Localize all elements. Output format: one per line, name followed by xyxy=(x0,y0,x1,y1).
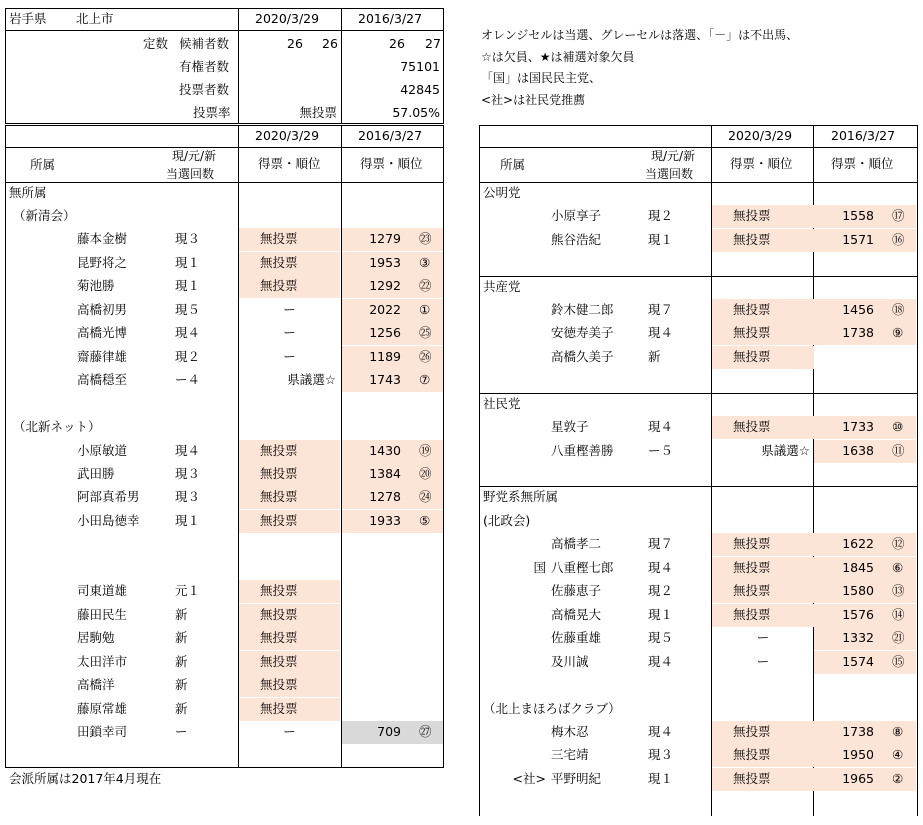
rule xyxy=(5,8,444,9)
term-count: ー xyxy=(175,724,188,739)
result-2020: 県議選☆ xyxy=(761,443,810,458)
votes-2016: 1965 xyxy=(842,771,874,786)
rule xyxy=(443,125,444,768)
votes-2016: 1278 xyxy=(369,489,401,504)
candidates-2016: 27 xyxy=(425,36,441,51)
col-affiliation: 所属 xyxy=(500,157,526,172)
term-count: 現１ xyxy=(175,513,201,528)
term-count: 新 xyxy=(175,677,188,692)
votes-2016: 1638 xyxy=(842,443,874,458)
candidate-name: 小田島徳幸 xyxy=(77,513,140,528)
rank-2016: ⑱ xyxy=(892,302,905,317)
candidate-name: 高橋久美子 xyxy=(551,349,614,364)
result-2020: 無投票 xyxy=(733,325,771,340)
rule xyxy=(5,125,444,126)
voters-2016: 75101 xyxy=(400,59,440,74)
candidate-name: 阿部真希男 xyxy=(77,489,140,504)
term-count: 現１ xyxy=(175,278,201,293)
result-2020: 無投票 xyxy=(733,232,771,247)
result-2020: 無投票 xyxy=(260,654,298,669)
header-date-2020: 2020/3/29 xyxy=(255,11,320,26)
rank-2016: ⑲ xyxy=(419,443,432,458)
rank-2016: ㉖ xyxy=(419,349,432,364)
party-prefix: <社> xyxy=(512,771,546,786)
candidate-name: 高橋穏至 xyxy=(77,372,128,387)
candidate-name: 高橋晃大 xyxy=(551,607,602,622)
rank-2016: ⑨ xyxy=(892,325,904,340)
candidate-name: 太田洋市 xyxy=(77,654,128,669)
term-count: 現３ xyxy=(175,231,201,246)
votes-2016: 1622 xyxy=(842,536,874,551)
candidate-name: 熊谷浩紀 xyxy=(551,232,602,247)
result-2020: 無投票 xyxy=(733,607,771,622)
result-2020: 無投票 xyxy=(733,536,771,551)
col-term-line1: 現/元/新 xyxy=(172,149,217,163)
candidate-name: 安徳寿美子 xyxy=(551,325,614,340)
result-2020: 無投票 xyxy=(260,630,298,645)
result-2020: 無投票 xyxy=(733,583,771,598)
result-2020: ー xyxy=(756,630,770,645)
candidates-label: 候補者数 xyxy=(179,36,230,51)
result-2020: ー xyxy=(283,302,296,317)
term-count: 現７ xyxy=(648,302,674,317)
votes-2016: 1576 xyxy=(842,607,874,622)
result-2020: 無投票 xyxy=(260,489,298,504)
rule xyxy=(5,147,444,148)
votes-2016: 1558 xyxy=(842,208,874,223)
candidate-name: 藤本金樹 xyxy=(77,231,128,246)
result-2020: 県議選☆ xyxy=(287,372,336,387)
term-count: ー５ xyxy=(648,443,674,458)
rule xyxy=(5,767,444,768)
rule xyxy=(443,8,444,124)
rank-2016: ㉒ xyxy=(419,278,432,293)
term-count: 新 xyxy=(175,630,188,645)
result-2020: ー xyxy=(283,724,296,739)
group-label: 公明党 xyxy=(483,185,521,200)
turnout-count-label: 投票者数 xyxy=(179,82,230,97)
voters-label: 有権者数 xyxy=(179,59,230,74)
turnout-rate-2016: 57.05% xyxy=(392,105,440,120)
candidate-name: 齋藤律雄 xyxy=(77,349,128,364)
rank-2016: ⑰ xyxy=(892,208,905,223)
result-2020: 無投票 xyxy=(260,466,298,481)
candidate-name: 三宅靖 xyxy=(551,747,589,762)
rule xyxy=(479,125,918,126)
header-date-2016: 2016/3/27 xyxy=(358,11,423,26)
note-line: オレンジセルは当選、グレーセルは落選、「－」は不出馬、 xyxy=(481,28,799,42)
subgroup-label: （北上まほろばクラブ） xyxy=(483,701,621,716)
result-2020: 無投票 xyxy=(733,771,771,786)
votes-2016: 1733 xyxy=(842,419,874,434)
candidate-name: 司東道雄 xyxy=(77,583,128,598)
votes-2016: 1571 xyxy=(842,232,874,247)
rank-2016: ⑫ xyxy=(892,536,905,551)
candidate-name: 藤田民生 xyxy=(77,607,128,622)
candidate-name: 小原敏道 xyxy=(77,443,128,458)
candidate-name: 田鎖幸司 xyxy=(77,724,128,739)
turnout-rate-2020: 無投票 xyxy=(299,105,337,120)
votes-2016: 1933 xyxy=(369,513,401,528)
result-2020: ー xyxy=(283,349,296,364)
city-label: 北上市 xyxy=(76,11,114,26)
candidate-name: 居駒勉 xyxy=(77,630,115,645)
term-count: 現１ xyxy=(648,607,674,622)
term-count: 現２ xyxy=(648,583,674,598)
rank-2016: ㉑ xyxy=(892,630,905,645)
rank-2016: ㉔ xyxy=(419,489,432,504)
rank-2016: ① xyxy=(419,302,431,317)
candidate-name: 武田勝 xyxy=(77,466,115,481)
rank-2016: ⑮ xyxy=(892,654,905,669)
votes-2016: 1574 xyxy=(842,654,874,669)
term-count: 現４ xyxy=(648,560,674,575)
candidate-name: 高橋孝二 xyxy=(551,536,602,551)
result-2020: 無投票 xyxy=(260,231,298,246)
term-count: ー４ xyxy=(175,372,201,387)
note-line: <社>は社民党推薦 xyxy=(481,93,586,107)
rank-2016: ⑧ xyxy=(892,724,904,739)
rule xyxy=(479,486,918,487)
term-count: 現１ xyxy=(648,232,674,247)
rank-2016: ⑬ xyxy=(892,583,905,598)
rank-2016: ⑪ xyxy=(892,443,905,458)
result-2020: 無投票 xyxy=(733,349,771,364)
term-count: 現４ xyxy=(175,325,201,340)
candidate-name: 星敦子 xyxy=(551,419,589,434)
term-count: 現３ xyxy=(175,466,201,481)
term-count: 現４ xyxy=(648,419,674,434)
seats-label: 定数 xyxy=(143,36,169,51)
col-term-line2: 当選回数 xyxy=(166,167,215,181)
result-2020: ー xyxy=(283,325,296,340)
group-label: 共産党 xyxy=(483,279,521,294)
rule xyxy=(5,8,6,124)
rule xyxy=(479,125,480,816)
votes-2016: 1384 xyxy=(369,466,401,481)
votes-2016: 1430 xyxy=(369,443,401,458)
term-count: 新 xyxy=(175,701,188,716)
result-2020: 無投票 xyxy=(260,443,298,458)
prefecture-label: 岩手県 xyxy=(9,11,47,26)
col-term-line2: 当選回数 xyxy=(645,167,694,181)
votes-2016: 1580 xyxy=(842,583,874,598)
votes-2016: 1292 xyxy=(369,278,401,293)
result-2020: 無投票 xyxy=(733,724,771,739)
rank-2016: ② xyxy=(892,771,904,786)
candidate-name: 八重樫善勝 xyxy=(551,443,614,458)
col-date-2016: 2016/3/27 xyxy=(831,128,896,143)
votes-2016: 709 xyxy=(377,724,401,739)
rank-2016: ④ xyxy=(892,747,904,762)
result-2020: 無投票 xyxy=(260,607,298,622)
votes-2016: 2022 xyxy=(369,302,401,317)
votes-2016: 1256 xyxy=(369,325,401,340)
votes-2016: 1279 xyxy=(369,231,401,246)
subgroup-label: （新清会） xyxy=(13,208,76,223)
col-term-line1: 現/元/新 xyxy=(651,149,696,163)
votes-2016: 1953 xyxy=(369,255,401,270)
rank-2016: ㉕ xyxy=(419,325,432,340)
result-2020: 無投票 xyxy=(260,701,298,716)
result-2020: 無投票 xyxy=(260,255,298,270)
term-count: 現１ xyxy=(648,771,674,786)
rule xyxy=(479,147,918,148)
candidate-name: 高橋光博 xyxy=(77,325,128,340)
note-line: ☆は欠員、★は補選対象欠員 xyxy=(481,50,635,64)
term-count: 元１ xyxy=(175,583,201,598)
rank-2016: ⑩ xyxy=(892,419,904,434)
party-prefix: 国 xyxy=(533,560,546,575)
candidate-name: 菊池勝 xyxy=(77,278,115,293)
term-count: 新 xyxy=(175,654,188,669)
col-score-2016: 得票・順位 xyxy=(360,156,423,171)
candidate-name: 梅木忍 xyxy=(551,724,589,739)
col-date-2020: 2020/3/29 xyxy=(255,128,320,143)
term-count: 現２ xyxy=(648,208,674,223)
term-count: 新 xyxy=(648,349,661,364)
result-2020: ー xyxy=(756,654,770,669)
group-label: 野党系無所属 xyxy=(483,489,559,504)
votes-2016: 1189 xyxy=(369,349,401,364)
rule xyxy=(5,182,444,183)
rule xyxy=(479,182,918,183)
result-2020: 無投票 xyxy=(260,583,298,598)
rank-2016: ⑳ xyxy=(419,466,432,481)
candidates-2020: 26 xyxy=(322,36,338,51)
candidate-name: 高橋洋 xyxy=(77,677,115,692)
votes-2016: 1738 xyxy=(842,724,874,739)
seats-2016: 26 xyxy=(389,36,405,51)
group-label: 社民党 xyxy=(483,396,521,411)
rank-2016: ⑭ xyxy=(892,607,905,622)
rule xyxy=(917,125,918,816)
turnout-rate-label: 投票率 xyxy=(193,105,231,120)
rule xyxy=(5,30,444,31)
footer-note: 会派所属は2017年4月現在 xyxy=(9,771,162,786)
rank-2016: ⑤ xyxy=(419,513,431,528)
term-count: 現１ xyxy=(175,255,201,270)
rule xyxy=(5,123,444,124)
rule xyxy=(479,393,918,394)
term-count: 新 xyxy=(175,607,188,622)
result-2020: 無投票 xyxy=(733,302,771,317)
col-affiliation: 所属 xyxy=(30,157,56,172)
candidate-name: 佐藤重雄 xyxy=(551,630,602,645)
candidate-name: 昆野将之 xyxy=(77,255,128,270)
result-2020: 無投票 xyxy=(260,513,298,528)
term-count: 現３ xyxy=(648,747,674,762)
votes-2016: 1950 xyxy=(842,747,874,762)
result-2020: 無投票 xyxy=(733,747,771,762)
rank-2016: ⑥ xyxy=(892,560,904,575)
col-date-2020: 2020/3/29 xyxy=(728,128,793,143)
result-2020: 無投票 xyxy=(733,419,771,434)
subgroup-label: （北新ネット） xyxy=(13,419,101,434)
rule xyxy=(479,276,918,277)
term-count: 現７ xyxy=(648,536,674,551)
result-2020: 無投票 xyxy=(733,208,771,223)
candidate-name: 平野明紀 xyxy=(551,771,602,786)
subgroup-label: (北政会) xyxy=(483,513,531,528)
col-date-2016: 2016/3/27 xyxy=(358,128,423,143)
term-count: 現５ xyxy=(175,302,201,317)
turnout-count-2016: 42845 xyxy=(400,82,440,97)
candidate-name: 高橋初男 xyxy=(77,302,128,317)
votes-2016: 1738 xyxy=(842,325,874,340)
col-score-2020: 得票・順位 xyxy=(730,156,793,171)
rank-2016: ㉗ xyxy=(419,724,432,739)
term-count: 現２ xyxy=(175,349,201,364)
rank-2016: ③ xyxy=(419,255,431,270)
rule xyxy=(341,8,342,124)
rank-2016: ⑯ xyxy=(892,232,905,247)
votes-2016: 1332 xyxy=(842,630,874,645)
result-2020: 無投票 xyxy=(733,560,771,575)
term-count: 現３ xyxy=(175,489,201,504)
term-count: 現４ xyxy=(648,325,674,340)
term-count: 現４ xyxy=(175,443,201,458)
rank-2016: ⑦ xyxy=(419,372,431,387)
term-count: 現４ xyxy=(648,654,674,669)
candidate-name: 小原享子 xyxy=(551,208,602,223)
seats-2020: 26 xyxy=(287,36,303,51)
term-count: 現４ xyxy=(648,724,674,739)
votes-2016: 1743 xyxy=(369,372,401,387)
candidate-name: 八重樫七郎 xyxy=(551,560,614,575)
candidate-name: 及川誠 xyxy=(551,654,589,669)
group-label: 無所属 xyxy=(9,185,47,200)
rule xyxy=(238,8,239,124)
votes-2016: 1845 xyxy=(842,560,874,575)
result-2020: 無投票 xyxy=(260,278,298,293)
term-count: 現５ xyxy=(648,630,674,645)
candidate-name: 佐藤恵子 xyxy=(551,583,602,598)
rule xyxy=(5,125,6,768)
result-2020: 無投票 xyxy=(260,677,298,692)
rank-2016: ㉓ xyxy=(419,231,432,246)
note-line: 「国」は国民民主党、 xyxy=(481,71,602,85)
col-score-2016: 得票・順位 xyxy=(831,156,894,171)
candidate-name: 藤原常雄 xyxy=(77,701,128,716)
col-score-2020: 得票・順位 xyxy=(258,156,321,171)
votes-2016: 1456 xyxy=(842,302,874,317)
candidate-name: 鈴木健二郎 xyxy=(551,302,614,317)
